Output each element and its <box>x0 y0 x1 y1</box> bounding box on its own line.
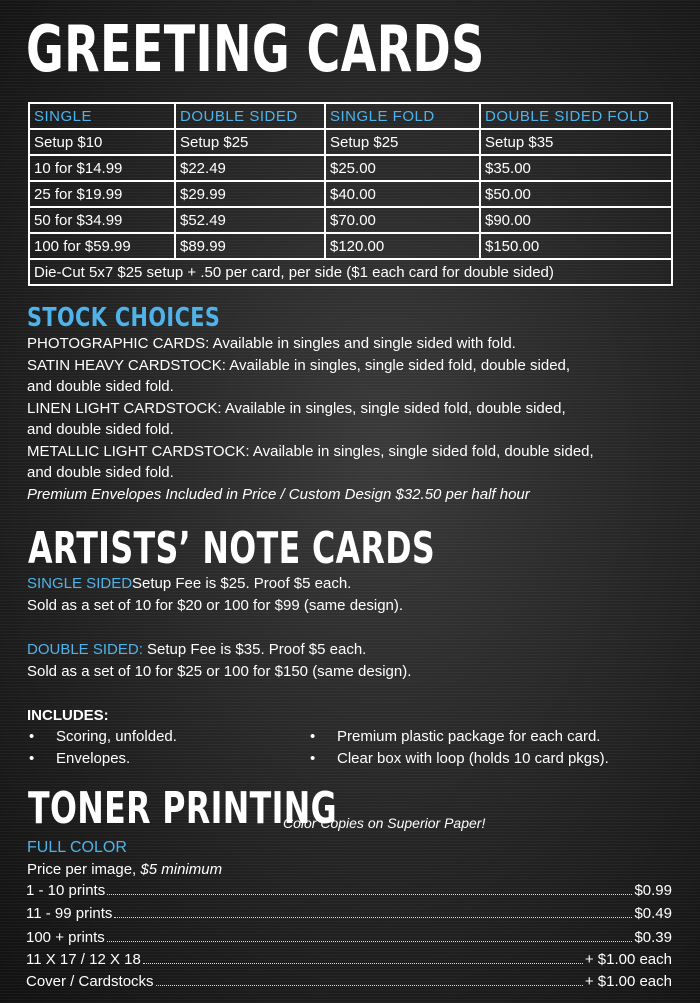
stock-line: and double sided fold. <box>27 421 174 438</box>
table-cell: $70.00 <box>325 207 480 233</box>
price-row-value: $0.49 <box>634 905 672 922</box>
table-header-cell: SINGLE <box>29 103 175 129</box>
table-footer-row <box>29 259 672 285</box>
table-cell: $25.00 <box>325 155 480 181</box>
page-title: GREETING CARDS <box>26 13 485 87</box>
includes-text: Premium plastic package for each card. <box>337 728 601 745</box>
artists-note-cards-heading: ARTISTS’ NOTE CARDS <box>28 523 436 574</box>
bullet-icon: • <box>310 728 316 745</box>
stock-line: PHOTOGRAPHIC CARDS: Available in singles and single sided with fold. <box>27 335 516 352</box>
bullet-icon: • <box>29 750 35 767</box>
single-sided-label: SINGLE SIDED <box>27 575 133 592</box>
table-row <box>29 233 672 259</box>
dot-leader <box>156 985 583 986</box>
price-row <box>26 928 672 948</box>
dot-leader <box>107 941 633 942</box>
table-header-cell: DOUBLE SIDED <box>175 103 325 129</box>
price-row-label: 100 + prints <box>26 929 105 946</box>
dot-leader <box>143 963 583 964</box>
table-cell: $22.49 <box>175 155 325 181</box>
stock-line: and double sided fold. <box>27 378 174 395</box>
price-row-value: + $1.00 each <box>584 973 672 990</box>
price-row <box>26 950 672 970</box>
price-row-label: Cover / Cardstocks <box>26 973 154 990</box>
bullet-icon: • <box>310 750 316 767</box>
dot-leader <box>107 894 632 895</box>
toner-printing-heading: TONER PRINTING <box>28 783 337 834</box>
toner-tagline: Color Copies on Superior Paper! <box>283 815 486 831</box>
single-sided-sets: Sold as a set of 10 for $20 or 100 for $99 (same design). <box>27 596 404 614</box>
table-row <box>29 207 672 233</box>
table-cell: Setup $10 <box>29 129 175 155</box>
price-per-image <box>27 859 222 881</box>
includes-text: Scoring, unfolded. <box>56 728 177 745</box>
price-row-value: $0.99 <box>634 882 672 899</box>
double-sided-info <box>27 639 411 682</box>
table-cell: $50.00 <box>480 181 672 207</box>
price-row <box>26 904 672 924</box>
price-row-label: 11 X 17 / 12 X 18 <box>26 951 141 968</box>
double-sided-sets: Sold as a set of 10 for $25 or 100 for $150 (same design). <box>27 662 412 680</box>
table-cell: $52.49 <box>175 207 325 233</box>
table-cell: $40.00 <box>325 181 480 207</box>
table-row <box>29 181 672 207</box>
price-minimum: $5 minimum <box>140 861 223 878</box>
includes-label: INCLUDES: <box>27 707 109 724</box>
double-sided-fee: Setup Fee is $35. Proof $5 each. <box>142 641 367 658</box>
table-header-cell: SINGLE FOLD <box>325 103 480 129</box>
table-cell: $90.00 <box>480 207 672 233</box>
envelope-design-note: Premium Envelopes Included in Price / Custom Design $32.50 per half hour <box>27 485 530 503</box>
table-cell: $120.00 <box>325 233 480 259</box>
table-cell: $89.99 <box>175 233 325 259</box>
table-cell: $35.00 <box>480 155 672 181</box>
table-header-cell: DOUBLE SIDED FOLD <box>480 103 672 129</box>
single-sided-info <box>27 573 403 616</box>
includes-text: Envelopes. <box>56 750 131 767</box>
table-header-row <box>29 103 672 129</box>
stock-line: and double sided fold. <box>27 464 174 481</box>
price-row-value: $0.39 <box>634 929 672 946</box>
price-row-label: 11 - 99 prints <box>26 905 113 922</box>
stock-line: METALLIC LIGHT CARDSTOCK: Available in singles, single sided fold, double sided, <box>27 442 594 460</box>
stock-line: SATIN HEAVY CARDSTOCK: Available in singles, single sided fold, double sided, <box>27 356 571 374</box>
table-cell: 100 for $59.99 <box>29 233 175 259</box>
pricing-table <box>28 102 673 286</box>
stock-choices-list <box>27 333 594 505</box>
table-cell: 50 for $34.99 <box>29 207 175 233</box>
die-cut-note: Die-Cut 5x7 $25 setup + .50 per card, per side ($1 each card for double sided) <box>29 259 672 285</box>
single-sided-fee: Setup Fee is $25. Proof $5 each. <box>132 575 352 592</box>
table-cell: 10 for $14.99 <box>29 155 175 181</box>
price-row-value: + $1.00 each <box>584 951 672 968</box>
table-row <box>29 129 672 155</box>
table-cell: $150.00 <box>480 233 672 259</box>
double-sided-label: DOUBLE SIDED: <box>27 641 143 658</box>
full-color-label: FULL COLOR <box>27 839 127 856</box>
price-prefix: Price per image, <box>27 861 141 878</box>
includes-text: Clear box with loop (holds 10 card pkgs). <box>337 750 609 767</box>
table-cell: 25 for $19.99 <box>29 181 175 207</box>
stock-line: LINEN LIGHT CARDSTOCK: Available in singles, single sided fold, double sided, <box>27 399 566 417</box>
price-row-label: 1 - 10 prints <box>26 882 106 899</box>
price-row <box>26 881 672 901</box>
dot-leader <box>114 917 632 918</box>
table-cell: Setup $35 <box>480 129 672 155</box>
table-cell: $29.99 <box>175 181 325 207</box>
stock-choices-heading: STOCK CHOICES <box>27 303 221 333</box>
table-cell: Setup $25 <box>325 129 480 155</box>
table-row <box>29 155 672 181</box>
table-cell: Setup $25 <box>175 129 325 155</box>
price-row <box>26 972 672 992</box>
bullet-icon: • <box>29 728 35 745</box>
